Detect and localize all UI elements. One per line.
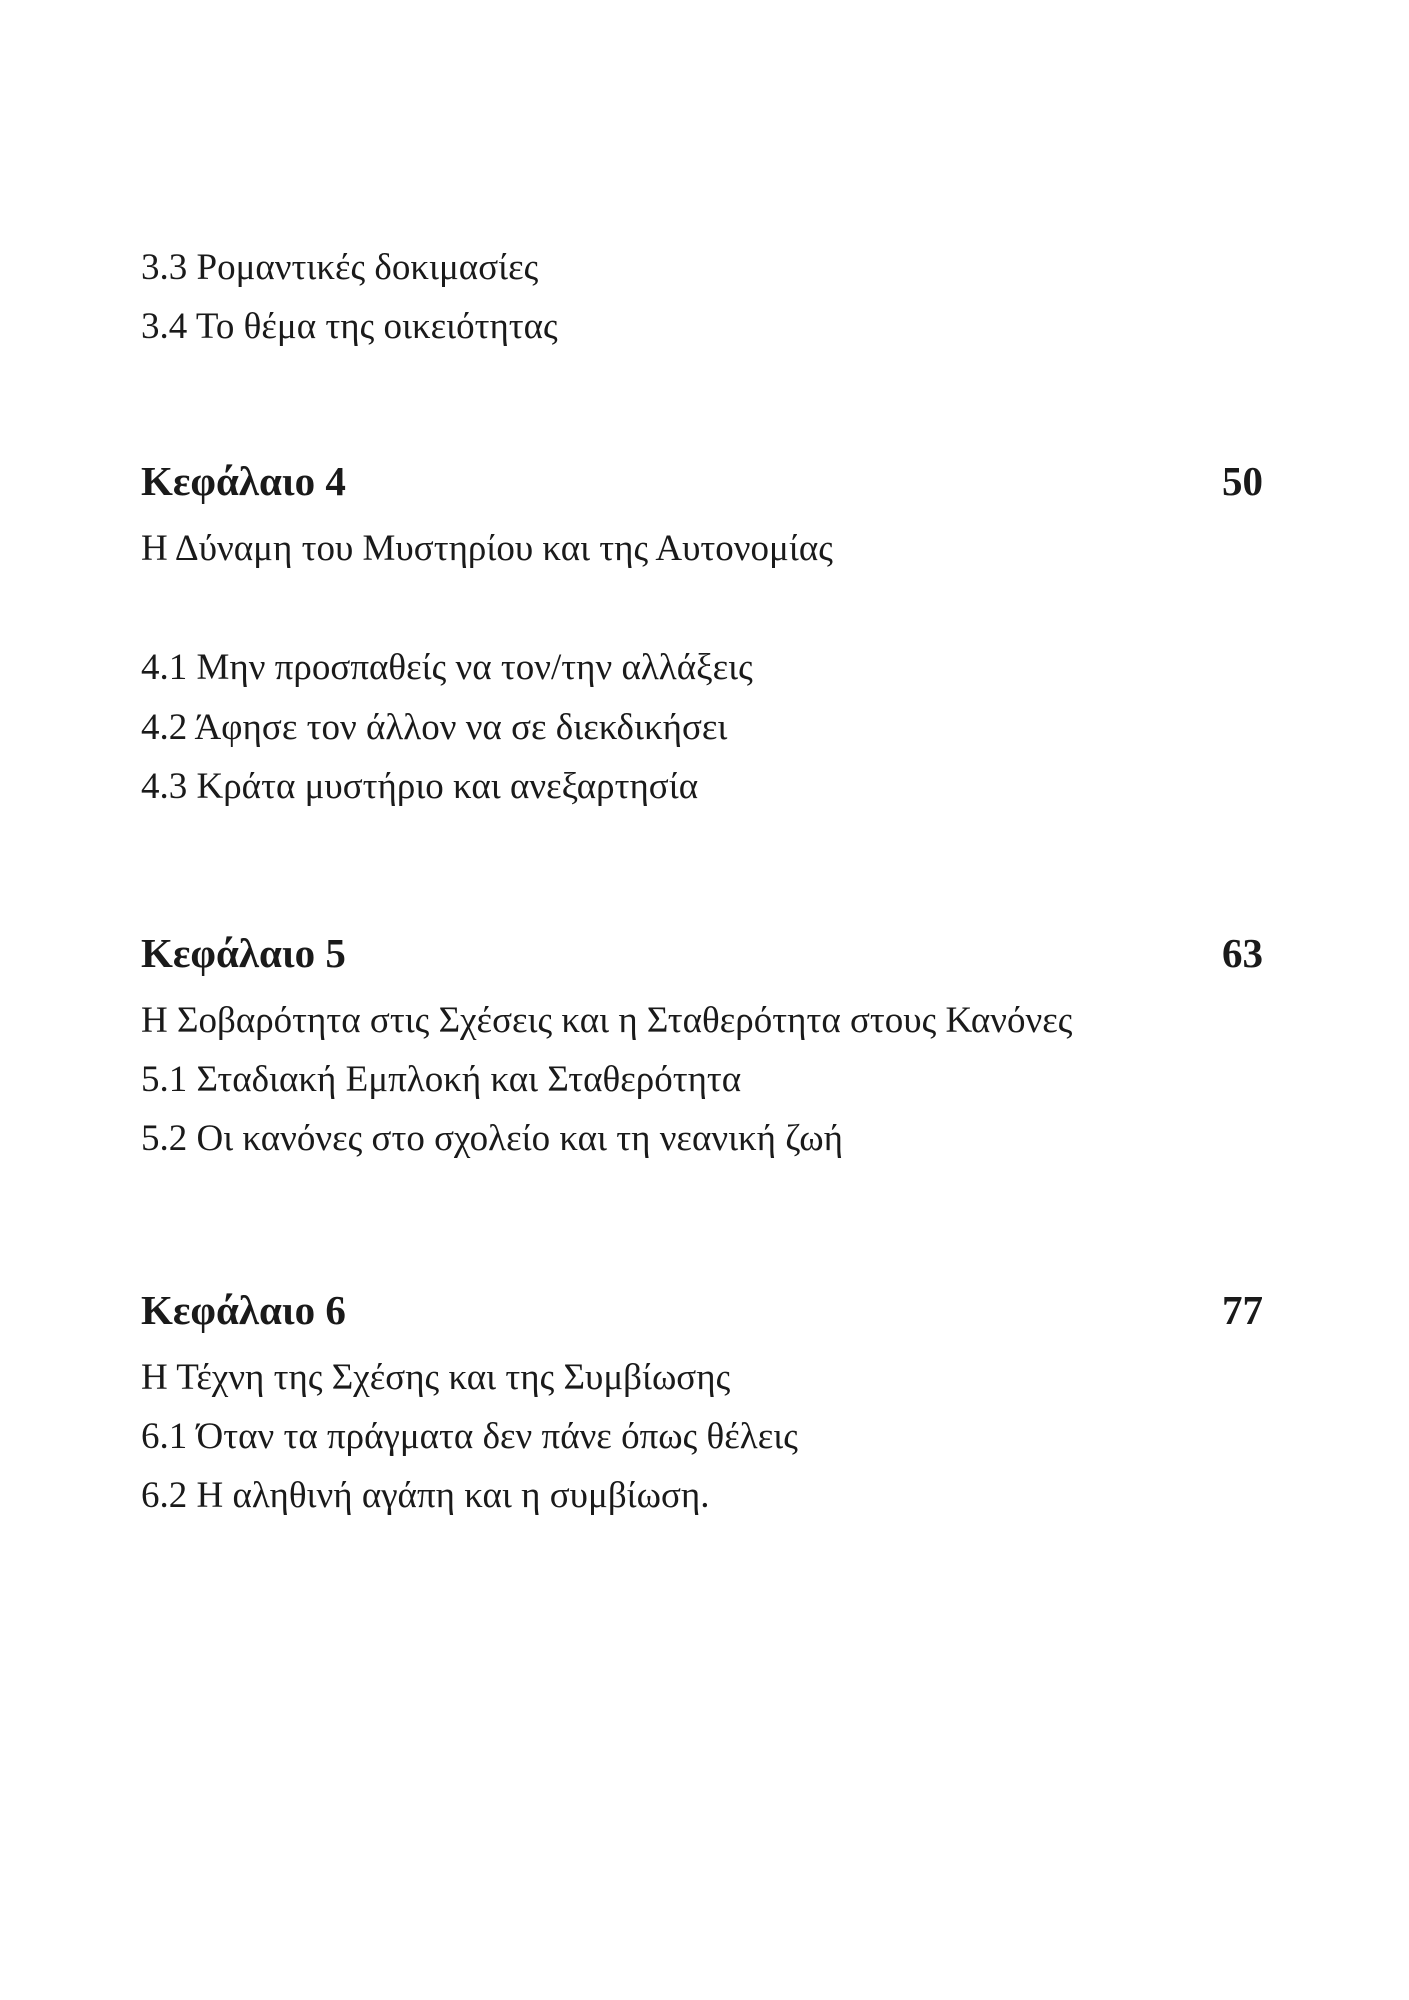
toc-section-5-1: 5.1 Σταδιακή Εμπλοκή και Σταθερότητα [141,1059,742,1100]
toc-section-4-1: 4.1 Μην προσπαθείς να τον/την αλλάξεις [141,647,753,688]
toc-section-3-4: 3.4 Το θέμα της οικειότητας [141,306,558,347]
chapter-5-subtitle: Η Σοβαρότητα στις Σχέσεις και η Σταθερότητα στους Κανόνες [141,1000,1073,1041]
chapter-5-heading [141,928,1263,978]
chapter-6-title: Κεφάλαιο 6 [141,1287,346,1333]
chapter-4-subtitle: Η Δύναμη του Μυστηρίου και της Αυτονομίας [141,528,833,569]
chapter-6-subtitle: Η Τέχνη της Σχέσης και της Συμβίωσης [141,1357,731,1398]
toc-section-6-1: 6.1 Όταν τα πράγματα δεν πάνε όπως θέλεις [141,1416,798,1457]
chapter-6-page-number: 77 [1222,1287,1263,1333]
chapter-5-page-number: 63 [1222,930,1263,976]
toc-section-5-2: 5.2 Οι κανόνες στο σχολείο και τη νεανική ζωή [141,1118,843,1159]
toc-section-4-3: 4.3 Κράτα μυστήριο και ανεξαρτησία [141,766,699,807]
toc-section-4-2: 4.2 Άφησε τον άλλον να σε διεκδικήσει [141,707,728,748]
chapter-5-title: Κεφάλαιο 5 [141,930,346,976]
chapter-4-page-number: 50 [1222,458,1263,504]
toc-section-6-2: 6.2 Η αληθινή αγάπη και η συμβίωση. [141,1475,710,1516]
chapter-4-title: Κεφάλαιο 4 [141,458,346,504]
chapter-6-heading [141,1285,1263,1335]
toc-section-3-3: 3.3 Ρομαντικές δοκιμασίες [141,247,539,288]
chapter-4-heading [141,456,1263,506]
